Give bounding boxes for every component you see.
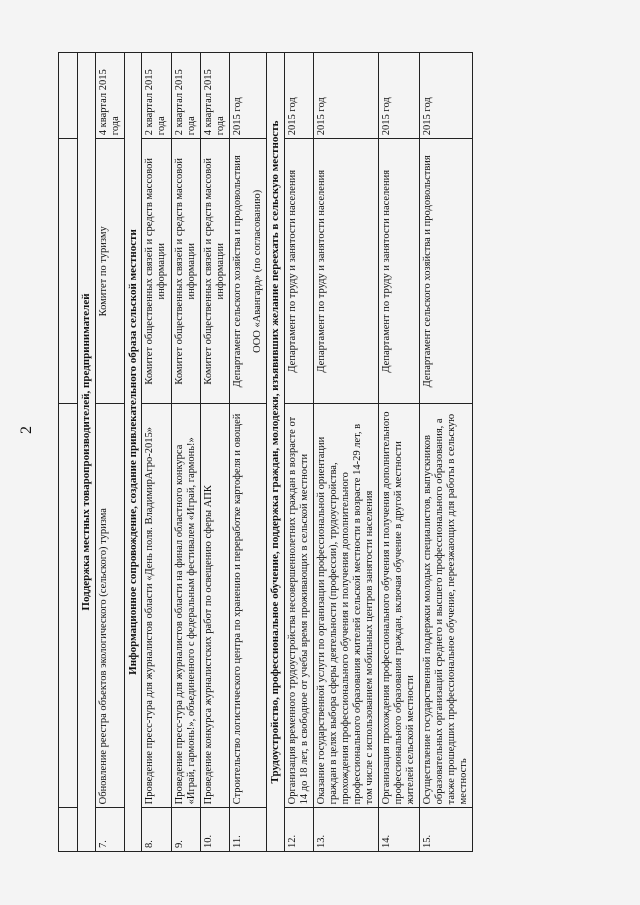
row-responsible-cell	[229, 139, 266, 404]
row-term: 2015 год	[420, 53, 473, 139]
table-top-row	[59, 53, 78, 852]
row-responsible: Комитет по туризму	[95, 139, 124, 404]
row-description: Оказание государственной услуги по организации профессиональной ориентации граждан в целях выбора сферы деятельности (профессии), трудоустройства, прохождения профессионального обучения и получения дополнительного профессионального образования жителей сельской местности в возрасте 14-29 лет, в том числе с использованием мобильных центров занятости населения	[313, 404, 378, 808]
row-number: 13.	[313, 808, 378, 852]
table-row	[95, 53, 124, 852]
row-description: Строительство логистического центра по хранению и переработке картофеля и овощей	[229, 404, 266, 808]
rotated-table-wrapper	[58, 52, 473, 852]
row-number: 10.	[200, 808, 229, 852]
row-description: Проведение пресс-тура для журналистов области «День поля. ВладимирАгро-2015»	[142, 404, 171, 808]
row-term: 2015 год	[378, 53, 419, 139]
row-number: 8.	[142, 808, 171, 852]
table-row	[142, 53, 171, 852]
row-responsible: Департамент по труду и занятости населения	[378, 139, 419, 404]
row-number: 12.	[284, 808, 313, 852]
table-row	[171, 53, 200, 852]
row-responsible: Департамент сельского хозяйства и продовольствия	[231, 155, 243, 388]
row-term: 2015 год	[229, 53, 266, 139]
row-number: 7.	[95, 808, 124, 852]
activities-table	[58, 52, 473, 852]
row-number: 11.	[229, 808, 266, 852]
row-term: 2 квартал 2015 года	[142, 53, 171, 139]
row-responsible: Департамент по труду и занятости населения	[313, 139, 378, 404]
section-header	[124, 53, 142, 852]
section-header	[78, 53, 96, 852]
row-term: 2015 год	[284, 53, 313, 139]
table-row	[284, 53, 313, 852]
row-responsible: Департамент по труду и занятости населения	[284, 139, 313, 404]
row-term: 2015 год	[313, 53, 378, 139]
row-description: Проведение конкурса журналистских работ по освещению сферы АПК	[200, 404, 229, 808]
section-header	[266, 53, 284, 852]
row-description: Обновление реестра объектов экологического (сельского) туризма	[95, 404, 124, 808]
table-row	[378, 53, 419, 852]
section-title: Трудоустройство, профессиональное обучение, поддержка граждан, молодежи, изъявивших желание переехать в сельскую местность	[266, 53, 284, 852]
table-row	[313, 53, 378, 852]
row-number: 9.	[171, 808, 200, 852]
row-description: Организация прохождения профессионального обучения и получения дополнительного профессионального образования граждан, включая обучение в другой местности жителей сельской местности	[378, 404, 419, 808]
table-row	[229, 53, 266, 852]
row-number: 14.	[378, 808, 419, 852]
row-description: Проведение пресс-тура для журналистов области на финал областного конкурса «Играй, гармонь!», объединенного с федеральным фестивалем «Играй, гармонь!»	[171, 404, 200, 808]
row-responsible-secondary: ООО «Авангард» (по согласованию)	[251, 189, 263, 353]
row-responsible: Комитет общественных связей и средств массовой информации	[200, 139, 229, 404]
section-title: Поддержка местных товаропроизводителей, предпринимателей	[78, 53, 96, 852]
row-description: Осуществление государственной поддержки молодых специалистов, выпускников образовательных организаций среднего и высшего профессионального образования, а также прошедших профессиональное обучение, переезжающих для работы в сельскую местность	[420, 404, 473, 808]
row-term: 4 квартал 2015 года	[95, 53, 124, 139]
row-term: 2 квартал 2015 года	[171, 53, 200, 139]
table-row	[200, 53, 229, 852]
row-responsible: Комитет общественных связей и средств массовой информации	[142, 139, 171, 404]
table-row	[420, 53, 473, 852]
row-term: 4 квартал 2015 года	[200, 53, 229, 139]
row-responsible: Комитет общественных связей и средств массовой информации	[171, 139, 200, 404]
row-number: 15.	[420, 808, 473, 852]
section-title: Информационное сопровождение, создание привлекательного образа сельской местности	[124, 53, 142, 852]
row-description: Организация временного трудоустройства несовершеннолетних граждан в возрасте от 14 до 18 лет, в свободное от учебы время проживающих в сельской местности	[284, 404, 313, 808]
page-number: 2	[18, 426, 35, 434]
row-responsible: Департамент сельского хозяйства и продовольствия	[420, 139, 473, 404]
